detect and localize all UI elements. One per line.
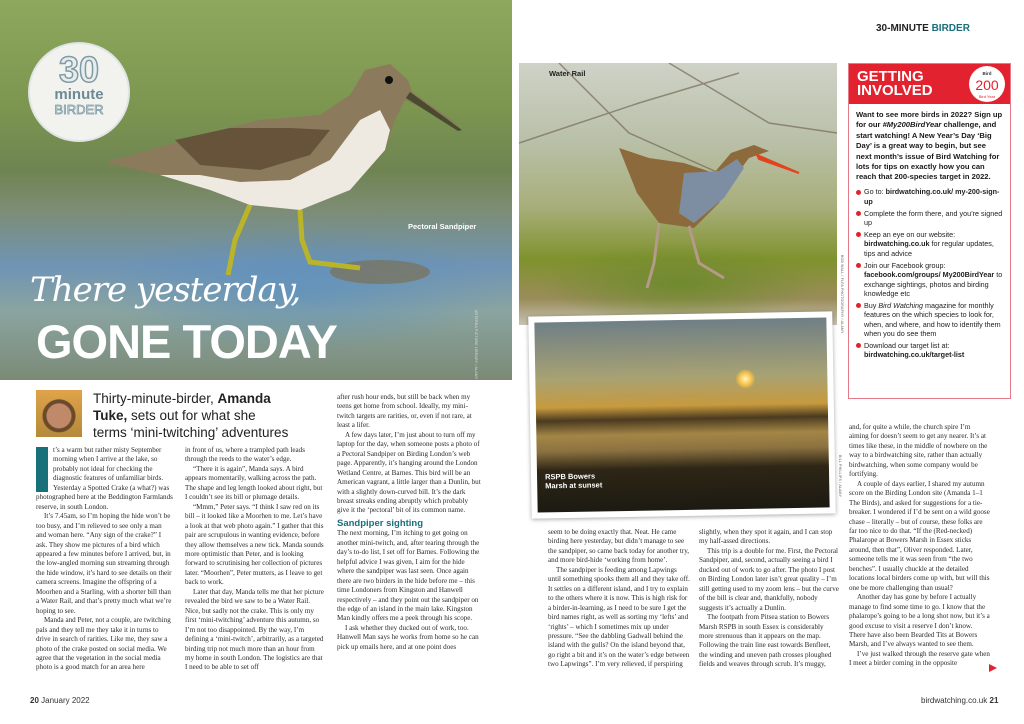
paragraph: It’s 7.45am, so I’m hoping the hide won’t be too busy, and I’m relieved to see only a man and woman here. “Any sign of the crake?” I ask. They show me pictures of a bird which appeared a few minutes before I arrived, but, in the low-angled morning sun streaming through the hide window, it’s hard to see details on their camera screens. Imagine the offspring of a Moorhen and a Starling, with a shorter bill than a Water Rail, and that’s pretty much what we’re hoping to see. [36,512,172,615]
paragraph: “There it is again”, Manda says. A bird appears momentarily, walking across the path. The shape and leg length looked about right, but I couldn’t see its bill or plumage details. [185,464,323,502]
page-number: 21 [989,696,999,705]
paragraph: A couple of days earlier, I shared my autumn score on the Birding London site (Amanda 1–1 The Birds), and asked for suggestions for a tie-breaker. I wondered if I’d be sent on a wild goose chase – literally – but of course, these folks are far too nice to do that. “If the (Red-necked) Phalarope at Bowers Marsh in Essex sticks around, then that”, Oliver responded. Later, someone tells me it was seen from “the two benches”. I usually chuckle at the detailed locations local birders come up with, but will this one be more challenging than usual? [849,479,990,592]
sunset-photo-credit: BILL PHILLIPS / ALAMY [838,455,842,498]
article-column-2 [185,446,325,673]
rail-caption: Water Rail [549,69,586,78]
article-column-1 [36,446,173,673]
rail-photo-credit: BOB WALL / FLPA PHOTOGRAPHY / ALAMY [840,255,844,334]
folio-left [30,696,90,705]
website-link[interactable]: birdwatching.co.uk [864,239,930,249]
standfirst-text: Thirty-minute-birder, [93,391,218,406]
my200birdyear-badge [969,66,1005,102]
getting-involved-box [848,63,1011,399]
website: birdwatching.co.uk [921,696,988,705]
paragraph: I’ve just walked through the reserve gate when I meet a birder coming in the opposite [849,649,990,668]
article-column-5 [699,528,839,670]
signup-link[interactable]: birdwatching.co.uk/ my-200-sign-up [864,187,1000,206]
hashtag: #My200BirdYear [882,120,942,130]
article-column-4 [548,528,690,670]
standfirst [93,390,293,441]
badge-text: Bird Year [978,94,996,99]
paragraph: “Mmm,” Peter says. “I think I saw red on its bill – it looked like a Moorhen to me. Let’s have a look at that web photo again.” I gather that this pair are scrupulous in wanting evidence, before they allow themselves a new tick. Manda sounds more optimistic than Peter, and is looking forward to scrutinising her collection of pictures later. “Moorhen”, Peter mutters, as I leave to get back to work. [185,502,324,587]
section-header [876,23,970,34]
paragraph: Later that day, Manda tells me that her picture revealed the bird we saw to be a Water Rail. Nice, but sadly not the crake. This is only my first ‘mini-twitching’ adventure this autumn, so I’m not too disappointed. By the way, I’m defining a ‘mini-twitch’, arbitrarily, as a targeted birding trip not much more than an hour from my home in south London. The logistics are that I need to be able to set off [185,587,324,672]
article-column-3 [337,393,481,652]
sunset-caption-line: RSPB Bowers [544,471,596,482]
logo-number: 30 [58,49,100,90]
sunset-caption [545,471,602,490]
list-item: Go to: birdwatching.co.uk/ my-200-sign-up [856,187,1004,206]
author-name: Amanda Tuke, [93,391,271,423]
continue-arrow-icon [989,664,997,672]
section-part1: 30-MINUTE [876,23,929,34]
author-photo [36,390,82,437]
badge-text: Bird [982,71,992,76]
paragraph: in front of us, where a trampled path leads through the reeds to the water’s edge. [185,446,305,464]
list-item: Download our target list at: birdwatching.co.uk/target-list [856,341,1004,360]
paragraph: Another day has gone by before I actually manage to find some time to go. I know that the phalarope’s going to be a long shot now, but it’s a good excuse to visit a reserve I don’t know. There have also been Bearded Tits at Bowers Marsh, and I’ve always wanted to see them. [849,593,990,649]
logo-word-minute: minute [54,86,104,103]
paragraph: I ask whether they ducked out of work, too. Hanwell Man says he works from home so he can pick up emails here, and at one point does [337,623,479,651]
title-main: GONE TODAY [36,315,337,368]
paragraph: This trip is a double for me. First, the Pectoral Sandpiper, and, second, actually seeing a bird I ducked out of work to go after. The photo I post on Birding London later isn’t great quality – I’m still getting used to my zoom lens – but the curve of the bill is clear and, thankfully, nobody suggests it’s actually a Dunlin. [699,546,839,612]
box-header [849,64,1010,104]
section-part2: BIRDER [931,23,970,34]
paragraph: Manda and Peter, not a couple, are twitching pals and they tell me they take it in turns to drive in search of rarities. Like me, they saw a photo of the crake posted on social media. We agree that the vegetation in the social media photo is a good match for an area here [36,616,171,672]
intro-text: challenge, and start watching! A New Year’s Day ‘Big Day’ is a great way to begin, but see next month’s issue of Bird Watching for lots for tips on exactly how you can reach that 200-species target in 2022. [856,120,1000,182]
paragraph: The sandpiper is feeding among Lapwings until something spooks them all and they take off. It settles on a different island, and I try to explain to the others where it is now. This is high risk for a birder-in-learning, as I need to be sure I get the bird names right, as well as sorting my ‘lefts’ and ‘rights’ – which I sometimes mix up under pressure. “See the dabbling Gadwall behind the island with the gulls? On the island beyond that, go right a bit and it’s on the water’s edge between two Lapwings”. I’m very relieved, if perspiring [548,565,690,669]
list-item: Complete the form there, and you’re signed up [856,209,1004,228]
page-number: 20 [30,696,39,705]
paragraph: The footpath from Pitsea station to Bowers Marsh RSPB in south Essex is considerably more strenuous than it appears on the map. Following the train line east towards Benfleet, the winding and uneven path crosses ploughed fields and weaves through scrub. It’s muggy, [699,613,832,669]
list-item: Keep an eye on our website: birdwatching.co.uk for regular updates, tips and advice [856,230,1004,258]
issue-date: January 2022 [41,696,90,705]
subheading: Sandpiper sighting [337,517,424,529]
box-list [849,187,1010,359]
hero-caption: Pectoral Sandpiper [408,222,477,231]
title-script: There yesterday, [30,270,301,310]
article-column-6 [849,423,990,669]
badge-number: 200 [975,77,999,93]
paragraph: The next morning, I’m itching to get going on another mini-twitch, and, after tearing through the day’s to-do list, I set off for Barnes. Following the helpful advice I was given, I aim for the hide where the sandpiper was last seen. Once again there are two birders in the hide before me – this time Londoners from Kingston and Hanwell respectively – and they point out the sandpiper on the edge of an island in the main lake. Kingston Man kindly offers me a peek through his scope. [337,529,480,623]
dropcap [36,447,48,492]
photo-bowers-marsh-sunset [528,311,835,518]
folio-right [921,696,998,705]
thirty-minute-birder-logo [28,42,130,142]
box-intro [849,104,1010,185]
paragraph: after rush hour ends, but still be back when my teens get home from school. Ideally, my mini-twitch targets are rarities, or, even if not rare, at least a lifer. [337,393,472,430]
paragraph: slightly, when they spot it again, and I can stop my half-assed directions. [699,528,833,546]
photo-water-rail [519,63,837,325]
facebook-link[interactable]: facebook.com/groups/ My200BirdYear [864,270,995,280]
paragraph: and, for quite a while, the church spire I’m aiming for doesn’t seem to get any nearer. It’s at times like these, in the middle of nowhere on the way to a birdwatching site, rather than actually birdwatching, when some company would be fortifying. [849,423,988,479]
logo-word-birder: BIRDER [54,102,104,117]
intro-text: Want to see more birds in 2022? Sign up for our [856,110,1003,130]
target-list-link[interactable]: birdwatching.co.uk/target-list [864,350,965,360]
paragraph: t’s a warm but rather misty September morning when I arrive at the lake, so probably not ideal for checking the diagnostic features of unfamiliar birds. Yesterday a Spotted Crake (a what?) was photographed here at the Beddington Farmlands reserve, in south London. [36,446,173,511]
hero-photo-credit: ARTERRA PICTURE LIBRARY / ALAMY [474,310,478,380]
paragraph: seem to be doing exactly that. Neat. He came birding here yesterday, but didn’t manage to see the sandpiper, so came back today for another try, and more bird-hide ‘working from home’. [548,528,690,565]
standfirst-text: sets out for what she terms ‘mini-twitching’ adventures [93,408,289,440]
list-item: Join our Facebook group: facebook.com/groups/ My200BirdYear to exchange sightings, photos and birding knowledge etc [856,261,1004,299]
hero-photo-pectoral-sandpiper [0,0,512,380]
box-title: INVOLVED [857,82,933,99]
paragraph: A few days later, I’m just about to turn off my laptop for the day, when someone posts a photo of a Pectoral Sandpiper on Birding London’s web page. Apparently, it’s hanging around the London Wetland Centre, at Barnes. This bird will be an American vagrant, a little larger than a Dunlin, but with a slightly down-curved bill. It’s the dark breast streaks ending abruptly which probably give it the ‘pectoral’ bit of its common name. [337,430,481,515]
list-item: Buy Bird Watching magazine for monthly features on the which species to look for, when, and where, and how to identify them when you do see them [856,301,1004,339]
water-rail-illustration [519,63,837,325]
sunset-caption-line: Marsh at sunset [545,480,603,491]
box-title: GETTING [857,68,924,85]
